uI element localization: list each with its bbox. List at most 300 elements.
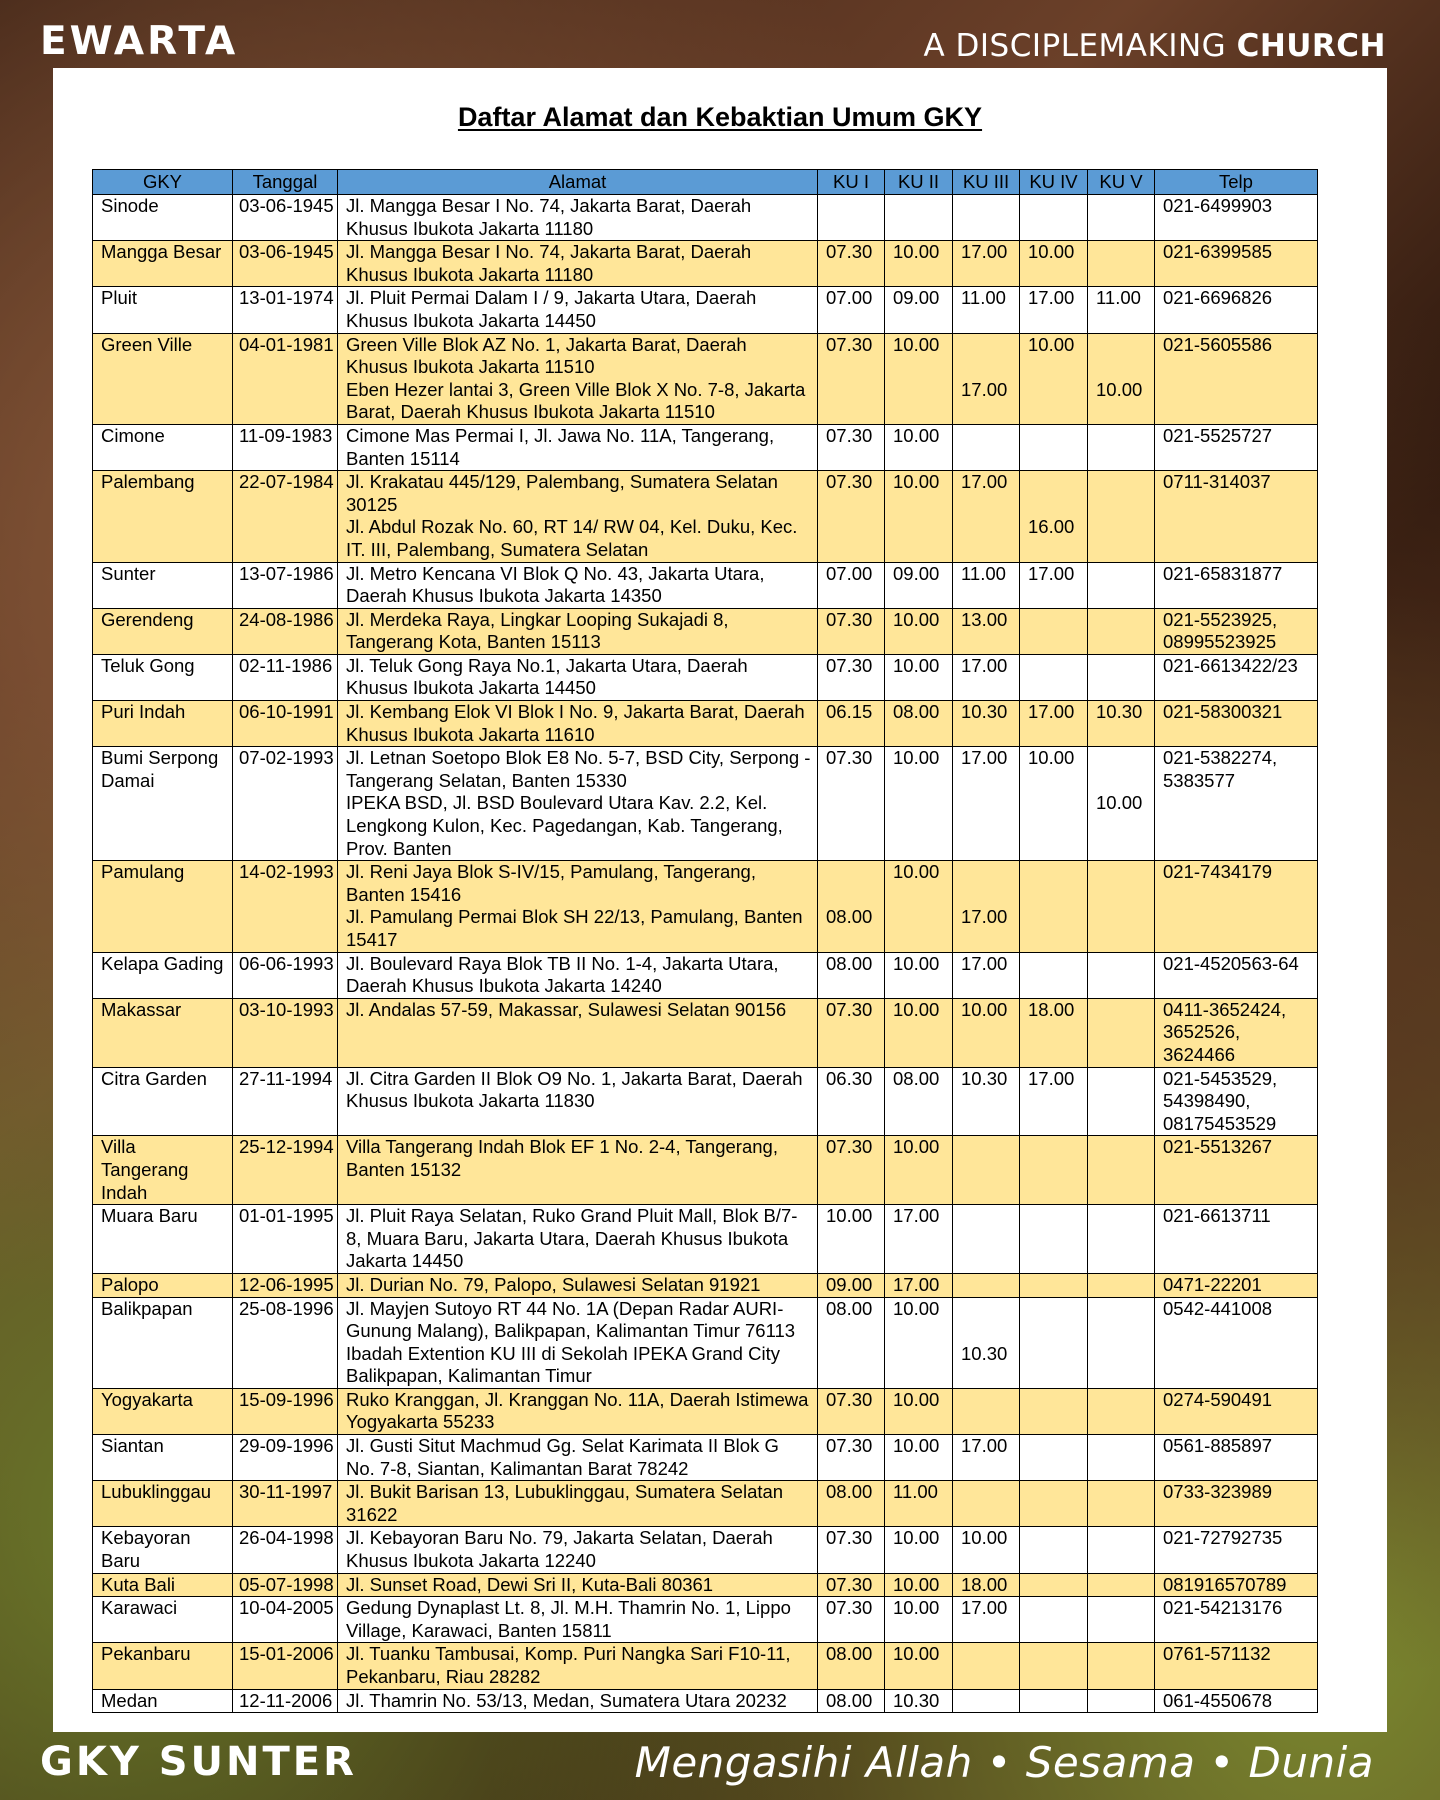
cell-service-time-ku-4 bbox=[1020, 241, 1088, 287]
service-time bbox=[826, 379, 878, 424]
table-row bbox=[93, 1481, 1318, 1527]
cell-address bbox=[338, 701, 818, 747]
cell-phone: 021-72792735 bbox=[1155, 1527, 1318, 1573]
service-time bbox=[1028, 792, 1081, 837]
cell-date: 25-08-1996 bbox=[233, 1297, 338, 1388]
cell-address bbox=[338, 608, 818, 654]
table-row bbox=[93, 1573, 1318, 1597]
table-row bbox=[93, 1205, 1318, 1274]
cell-service-time-ku-1 bbox=[818, 562, 885, 608]
cell-church-name: Karawaci bbox=[93, 1597, 233, 1643]
address-line: Jl. Mangga Besar I No. 74, Jakarta Barat, Daerah Khusus Ibukota Jakarta 11180 bbox=[346, 195, 752, 239]
cell-service-time-ku-5 bbox=[1088, 1435, 1155, 1481]
service-time: 10.30 bbox=[1096, 701, 1143, 723]
cell-date: 12-11-2006 bbox=[233, 1689, 338, 1713]
service-time bbox=[893, 792, 946, 837]
cell-church-name: Mangga Besar bbox=[93, 241, 233, 287]
cell-phone: 061-4550678 bbox=[1155, 1689, 1318, 1713]
cell-address bbox=[338, 861, 818, 952]
address-line: Ruko Kranggan, Jl. Kranggan No. 11A, Daerah Istimewa Yogyakarta 55233 bbox=[346, 1388, 809, 1433]
address-line: IPEKA BSD, Jl. BSD Boulevard Utara Kav. 2.2, Kel. Lengkong Kulon, Kec. Pagedangan, Kab. Tangerang, Prov. Banten bbox=[346, 792, 783, 859]
cell-address bbox=[338, 1205, 818, 1274]
column-header-ku-4: KU IV bbox=[1020, 170, 1088, 195]
cell-church-name: Pamulang bbox=[93, 861, 233, 952]
cell-service-time-ku-5 bbox=[1088, 861, 1155, 952]
cell-service-time-ku-5 bbox=[1088, 1689, 1155, 1713]
service-time: 09.00 bbox=[893, 562, 940, 584]
service-time: 08.00 bbox=[826, 1689, 873, 1711]
service-time bbox=[893, 1343, 946, 1388]
table-row bbox=[93, 1136, 1318, 1205]
church-tagline bbox=[923, 28, 1386, 64]
address-line: Jl. Gusti Situt Machmud Gg. Selat Karimata II Blok G No. 7-8, Siantan, Kalimantan Barat 78242 bbox=[346, 1435, 779, 1479]
cell-service-time-ku-5 bbox=[1088, 1527, 1155, 1573]
service-time: 10.00 bbox=[1028, 241, 1075, 263]
document-page bbox=[53, 68, 1387, 1732]
table-row bbox=[93, 998, 1318, 1067]
address-line: Jl. Pluit Raya Selatan, Ruko Grand Pluit Mall, Blok B/7-8, Muara Baru, Jakarta Utara, Daerah Khusus Ibukota Jakarta 14450 bbox=[346, 1205, 798, 1272]
cell-church-name: Gerendeng bbox=[93, 608, 233, 654]
cell-service-time-ku-5 bbox=[1088, 952, 1155, 998]
service-time bbox=[1028, 861, 1081, 906]
cell-church-name: Pluit bbox=[93, 287, 233, 333]
address-line: Jl. Bukit Barisan 13, Lubuklinggau, Sumatera Selatan 31622 bbox=[346, 1481, 784, 1525]
cell-phone: 0711-314037 bbox=[1155, 471, 1318, 562]
tagline-bold: CHURCH bbox=[1236, 28, 1386, 64]
service-time bbox=[826, 516, 878, 561]
cell-address bbox=[338, 1481, 818, 1527]
service-time: 07.30 bbox=[826, 654, 873, 676]
service-time: 10.30 bbox=[961, 701, 1008, 723]
cell-service-time-ku-1 bbox=[818, 1481, 885, 1527]
table-row bbox=[93, 1273, 1318, 1297]
service-time: 16.00 bbox=[1028, 516, 1075, 538]
cell-service-time-ku-5 bbox=[1088, 287, 1155, 333]
service-time bbox=[893, 516, 946, 561]
service-time bbox=[1028, 379, 1081, 424]
service-time: 10.00 bbox=[893, 1527, 940, 1549]
cell-phone: 021-58300321 bbox=[1155, 701, 1318, 747]
cell-service-time-ku-2 bbox=[885, 333, 953, 424]
column-header-alamat: Alamat bbox=[338, 170, 818, 195]
cell-phone: 0733-323989 bbox=[1155, 1481, 1318, 1527]
service-time bbox=[1028, 1298, 1081, 1343]
service-time bbox=[1096, 471, 1148, 516]
cell-service-time-ku-2 bbox=[885, 241, 953, 287]
cell-service-time-ku-2 bbox=[885, 471, 953, 562]
cell-church-name: Puri Indah bbox=[93, 701, 233, 747]
cell-church-name: Citra Garden bbox=[93, 1067, 233, 1136]
cell-date: 12-06-1995 bbox=[233, 1273, 338, 1297]
service-time bbox=[1096, 861, 1148, 906]
cell-service-time-ku-2 bbox=[885, 1597, 953, 1643]
cell-service-time-ku-1 bbox=[818, 471, 885, 562]
cell-service-time-ku-2 bbox=[885, 424, 953, 470]
cell-date: 13-07-1986 bbox=[233, 562, 338, 608]
service-time: 10.00 bbox=[893, 608, 940, 630]
cell-service-time-ku-1 bbox=[818, 654, 885, 700]
cell-service-time-ku-1 bbox=[818, 1435, 885, 1481]
cell-service-time-ku-5 bbox=[1088, 1273, 1155, 1297]
cell-date: 07-02-1993 bbox=[233, 747, 338, 861]
cell-phone: 021-5523925, 08995523925 bbox=[1155, 608, 1318, 654]
column-header-gky: GKY bbox=[93, 170, 233, 195]
cell-service-time-ku-3 bbox=[953, 1297, 1020, 1388]
cell-church-name: Sinode bbox=[93, 195, 233, 241]
footer-motto: Mengasihi Allah • Sesama • Dunia bbox=[634, 1738, 1374, 1787]
cell-service-time-ku-5 bbox=[1088, 562, 1155, 608]
address-line: Jl. Sunset Road, Dewi Sri II, Kuta-Bali 80361 bbox=[346, 1573, 714, 1595]
cell-service-time-ku-1 bbox=[818, 747, 885, 861]
cell-service-time-ku-1 bbox=[818, 241, 885, 287]
cell-service-time-ku-3 bbox=[953, 333, 1020, 424]
cell-address bbox=[338, 998, 818, 1067]
cell-address bbox=[338, 1136, 818, 1205]
service-time bbox=[1028, 906, 1081, 951]
cell-phone: 021-6613422/23 bbox=[1155, 654, 1318, 700]
address-line: Jl. Boulevard Raya Blok TB II No. 1-4, Jakarta Utara, Daerah Khusus Ibukota Jakarta 14240 bbox=[346, 952, 779, 997]
cell-service-time-ku-3 bbox=[953, 1136, 1020, 1205]
cell-date: 02-11-1986 bbox=[233, 654, 338, 700]
cell-date: 03-06-1945 bbox=[233, 241, 338, 287]
service-time bbox=[1096, 516, 1148, 561]
service-time: 17.00 bbox=[961, 378, 1008, 400]
cell-service-time-ku-4 bbox=[1020, 424, 1088, 470]
cell-phone: 021-6399585 bbox=[1155, 241, 1318, 287]
cell-service-time-ku-1 bbox=[818, 1067, 885, 1136]
service-time bbox=[1096, 747, 1148, 792]
service-time: 17.00 bbox=[961, 952, 1008, 974]
service-time: 17.00 bbox=[961, 747, 1008, 769]
cell-service-time-ku-5 bbox=[1088, 747, 1155, 861]
cell-service-time-ku-2 bbox=[885, 562, 953, 608]
cell-phone: 081916570789 bbox=[1155, 1573, 1318, 1597]
service-time: 07.30 bbox=[826, 998, 873, 1020]
cell-service-time-ku-3 bbox=[953, 1388, 1020, 1434]
address-line: Jl. Letnan Soetopo Blok E8 No. 5-7, BSD City, Serpong - Tangerang Selatan, Banten 15330 bbox=[346, 747, 811, 791]
cell-service-time-ku-3 bbox=[953, 287, 1020, 333]
cell-date: 01-01-1995 bbox=[233, 1205, 338, 1274]
cell-service-time-ku-3 bbox=[953, 1573, 1020, 1597]
service-time: 17.00 bbox=[961, 1435, 1008, 1457]
cell-phone: 0761-571132 bbox=[1155, 1643, 1318, 1689]
service-time bbox=[826, 861, 878, 906]
cell-service-time-ku-4 bbox=[1020, 1689, 1088, 1713]
service-time: 07.00 bbox=[826, 562, 873, 584]
service-time: 17.00 bbox=[961, 654, 1008, 676]
service-time: 10.00 bbox=[893, 1435, 940, 1457]
cell-address bbox=[338, 1573, 818, 1597]
cell-service-time-ku-4 bbox=[1020, 701, 1088, 747]
column-header-ku-1: KU I bbox=[818, 170, 885, 195]
service-time: 10.00 bbox=[961, 1527, 1008, 1549]
cell-church-name: Muara Baru bbox=[93, 1205, 233, 1274]
service-time: 17.00 bbox=[893, 1273, 940, 1295]
cell-service-time-ku-5 bbox=[1088, 1597, 1155, 1643]
cell-service-time-ku-4 bbox=[1020, 608, 1088, 654]
cell-service-time-ku-2 bbox=[885, 952, 953, 998]
column-header-tanggal: Tanggal bbox=[233, 170, 338, 195]
cell-phone: 021-5453529, 54398490, 08175453529 bbox=[1155, 1067, 1318, 1136]
service-time bbox=[961, 334, 1013, 379]
cell-church-name: Lubuklinggau bbox=[93, 1481, 233, 1527]
service-time bbox=[961, 1298, 1013, 1343]
cell-service-time-ku-1 bbox=[818, 195, 885, 241]
service-time: 10.00 bbox=[893, 424, 940, 446]
table-row bbox=[93, 1643, 1318, 1689]
cell-service-time-ku-2 bbox=[885, 1689, 953, 1713]
service-time: 18.00 bbox=[961, 1573, 1008, 1595]
cell-address bbox=[338, 1273, 818, 1297]
table-row bbox=[93, 1527, 1318, 1573]
cell-address bbox=[338, 195, 818, 241]
cell-address bbox=[338, 1643, 818, 1689]
service-time: 10.00 bbox=[893, 471, 940, 493]
cell-service-time-ku-4 bbox=[1020, 1435, 1088, 1481]
address-line: Jl. Abdul Rozak No. 60, RT 14/ RW 04, Kel. Duku, Kec. IT. III, Palembang, Sumatera Selatan bbox=[346, 516, 798, 560]
cell-service-time-ku-5 bbox=[1088, 241, 1155, 287]
table-row bbox=[93, 701, 1318, 747]
column-header-ku-3: KU III bbox=[953, 170, 1020, 195]
service-time: 09.00 bbox=[893, 287, 940, 309]
cell-phone: 021-5382274, 5383577 bbox=[1155, 747, 1318, 861]
cell-service-time-ku-5 bbox=[1088, 1481, 1155, 1527]
service-time: 10.00 bbox=[893, 861, 940, 883]
address-line: Jl. Citra Garden II Blok O9 No. 1, Jakarta Barat, Daerah Khusus Ibukota Jakarta 11830 bbox=[346, 1067, 803, 1112]
service-time bbox=[826, 792, 878, 837]
cell-service-time-ku-1 bbox=[818, 1597, 885, 1643]
cell-service-time-ku-5 bbox=[1088, 1067, 1155, 1136]
cell-service-time-ku-2 bbox=[885, 861, 953, 952]
service-time: 10.30 bbox=[961, 1342, 1008, 1364]
cell-service-time-ku-2 bbox=[885, 747, 953, 861]
service-time: 10.00 bbox=[1096, 792, 1143, 814]
cell-date: 24-08-1986 bbox=[233, 608, 338, 654]
cell-address bbox=[338, 424, 818, 470]
cell-service-time-ku-4 bbox=[1020, 861, 1088, 952]
table-header-row bbox=[93, 170, 1318, 195]
cell-date: 03-06-1945 bbox=[233, 195, 338, 241]
service-time: 07.30 bbox=[826, 241, 873, 263]
cell-church-name: Medan bbox=[93, 1689, 233, 1713]
cell-service-time-ku-2 bbox=[885, 608, 953, 654]
address-line: Jl. Reni Jaya Blok S-IV/15, Pamulang, Tangerang, Banten 15416 bbox=[346, 861, 756, 905]
cell-address bbox=[338, 287, 818, 333]
service-time: 17.00 bbox=[1028, 1067, 1075, 1089]
service-time: 17.00 bbox=[961, 1597, 1008, 1619]
service-time: 10.00 bbox=[893, 998, 940, 1020]
cell-service-time-ku-4 bbox=[1020, 562, 1088, 608]
cell-service-time-ku-1 bbox=[818, 1527, 885, 1573]
cell-phone: 021-54213176 bbox=[1155, 1597, 1318, 1643]
cell-phone: 021-6499903 bbox=[1155, 195, 1318, 241]
cell-service-time-ku-4 bbox=[1020, 1643, 1088, 1689]
service-time: 10.00 bbox=[893, 1297, 940, 1319]
address-line: Jl. Krakatau 445/129, Palembang, Sumatera Selatan 30125 bbox=[346, 471, 778, 515]
cell-service-time-ku-3 bbox=[953, 952, 1020, 998]
cell-date: 22-07-1984 bbox=[233, 471, 338, 562]
table-row bbox=[93, 562, 1318, 608]
cell-service-time-ku-4 bbox=[1020, 1481, 1088, 1527]
cell-service-time-ku-3 bbox=[953, 608, 1020, 654]
cell-service-time-ku-2 bbox=[885, 998, 953, 1067]
service-time: 10.00 bbox=[893, 1597, 940, 1619]
cell-church-name: Pekanbaru bbox=[93, 1643, 233, 1689]
table-row bbox=[93, 1388, 1318, 1434]
cell-service-time-ku-2 bbox=[885, 1273, 953, 1297]
cell-service-time-ku-4 bbox=[1020, 1573, 1088, 1597]
brand-logo-text: EWARTA bbox=[40, 19, 239, 64]
cell-service-time-ku-3 bbox=[953, 861, 1020, 952]
cell-service-time-ku-4 bbox=[1020, 1273, 1088, 1297]
cell-address bbox=[338, 1297, 818, 1388]
cell-church-name: Siantan bbox=[93, 1435, 233, 1481]
cell-service-time-ku-2 bbox=[885, 1388, 953, 1434]
cell-church-name: Yogyakarta bbox=[93, 1388, 233, 1434]
cell-service-time-ku-1 bbox=[818, 1643, 885, 1689]
table-row bbox=[93, 747, 1318, 861]
footer-brand-text: GKY SUNTER bbox=[40, 1739, 357, 1785]
service-time: 07.30 bbox=[826, 1573, 873, 1595]
cell-service-time-ku-5 bbox=[1088, 471, 1155, 562]
service-time: 09.00 bbox=[826, 1273, 873, 1295]
cell-service-time-ku-4 bbox=[1020, 952, 1088, 998]
service-time bbox=[1096, 906, 1148, 951]
address-line: Jl. Andalas 57-59, Makassar, Sulawesi Selatan 90156 bbox=[346, 998, 787, 1020]
cell-service-time-ku-5 bbox=[1088, 1136, 1155, 1205]
cell-service-time-ku-1 bbox=[818, 1388, 885, 1434]
service-time: 07.30 bbox=[826, 1388, 873, 1410]
cell-service-time-ku-3 bbox=[953, 998, 1020, 1067]
table-row bbox=[93, 861, 1318, 952]
cell-service-time-ku-1 bbox=[818, 1573, 885, 1597]
cell-date: 06-10-1991 bbox=[233, 701, 338, 747]
cell-service-time-ku-1 bbox=[818, 861, 885, 952]
table-row bbox=[93, 654, 1318, 700]
cell-date: 14-02-1993 bbox=[233, 861, 338, 952]
cell-address bbox=[338, 1067, 818, 1136]
service-time: 10.00 bbox=[893, 1643, 940, 1665]
address-line: Cimone Mas Permai I, Jl. Jawa No. 11A, Tangerang, Banten 15114 bbox=[346, 424, 775, 469]
service-time bbox=[893, 906, 946, 951]
cell-service-time-ku-2 bbox=[885, 1435, 953, 1481]
service-time bbox=[1028, 471, 1081, 516]
table-row bbox=[93, 424, 1318, 470]
cell-service-time-ku-2 bbox=[885, 1527, 953, 1573]
cell-service-time-ku-2 bbox=[885, 287, 953, 333]
cell-service-time-ku-4 bbox=[1020, 1597, 1088, 1643]
table-row bbox=[93, 1297, 1318, 1388]
table-row bbox=[93, 287, 1318, 333]
cell-service-time-ku-1 bbox=[818, 1297, 885, 1388]
service-time: 07.30 bbox=[826, 1435, 873, 1457]
cell-date: 30-11-1997 bbox=[233, 1481, 338, 1527]
cell-service-time-ku-4 bbox=[1020, 1527, 1088, 1573]
cell-service-time-ku-1 bbox=[818, 1689, 885, 1713]
cell-address bbox=[338, 1388, 818, 1434]
service-time bbox=[1096, 1298, 1148, 1343]
cell-service-time-ku-1 bbox=[818, 701, 885, 747]
service-time: 17.00 bbox=[1028, 701, 1075, 723]
cell-service-time-ku-1 bbox=[818, 424, 885, 470]
cell-service-time-ku-4 bbox=[1020, 333, 1088, 424]
cell-date: 29-09-1996 bbox=[233, 1435, 338, 1481]
service-time: 18.00 bbox=[1028, 998, 1075, 1020]
cell-address bbox=[338, 654, 818, 700]
cell-service-time-ku-3 bbox=[953, 1643, 1020, 1689]
cell-service-time-ku-4 bbox=[1020, 654, 1088, 700]
service-time: 07.30 bbox=[826, 1527, 873, 1549]
cell-service-time-ku-2 bbox=[885, 1136, 953, 1205]
service-time: 10.00 bbox=[1028, 747, 1075, 769]
service-time: 10.30 bbox=[893, 1689, 940, 1711]
cell-service-time-ku-3 bbox=[953, 701, 1020, 747]
cell-service-time-ku-5 bbox=[1088, 1205, 1155, 1274]
cell-service-time-ku-1 bbox=[818, 1205, 885, 1274]
cell-service-time-ku-4 bbox=[1020, 195, 1088, 241]
cell-service-time-ku-3 bbox=[953, 654, 1020, 700]
column-header-telp: Telp bbox=[1155, 170, 1318, 195]
service-time: 08.00 bbox=[826, 1297, 873, 1319]
cell-service-time-ku-4 bbox=[1020, 1205, 1088, 1274]
table-row bbox=[93, 608, 1318, 654]
cell-service-time-ku-2 bbox=[885, 1205, 953, 1274]
cell-date: 11-09-1983 bbox=[233, 424, 338, 470]
cell-church-name: Green Ville bbox=[93, 333, 233, 424]
document-title: Daftar Alamat dan Kebaktian Umum GKY bbox=[457, 102, 983, 132]
cell-service-time-ku-5 bbox=[1088, 998, 1155, 1067]
cell-service-time-ku-5 bbox=[1088, 701, 1155, 747]
cell-address bbox=[338, 1435, 818, 1481]
cell-date: 04-01-1981 bbox=[233, 333, 338, 424]
address-line: Jl. Kebayoran Baru No. 79, Jakarta Selatan, Daerah Khusus Ibukota Jakarta 12240 bbox=[346, 1527, 773, 1572]
cell-phone: 021-5525727 bbox=[1155, 424, 1318, 470]
cell-service-time-ku-3 bbox=[953, 1481, 1020, 1527]
cell-phone: 021-5605586 bbox=[1155, 333, 1318, 424]
cell-service-time-ku-1 bbox=[818, 952, 885, 998]
service-time bbox=[961, 792, 1013, 837]
service-time: 07.30 bbox=[826, 471, 873, 493]
tagline-prefix: A DISCIPLEMAKING bbox=[923, 28, 1237, 64]
service-time: 17.00 bbox=[961, 241, 1008, 263]
cell-church-name: Villa Tangerang Indah bbox=[93, 1136, 233, 1205]
cell-service-time-ku-3 bbox=[953, 562, 1020, 608]
cell-church-name: Kebayoran Baru bbox=[93, 1527, 233, 1573]
cell-service-time-ku-5 bbox=[1088, 1388, 1155, 1434]
cell-church-name: Sunter bbox=[93, 562, 233, 608]
address-line: Jl. Kembang Elok VI Blok I No. 9, Jakarta Barat, Daerah Khusus Ibukota Jakarta 11610 bbox=[346, 701, 805, 745]
cell-service-time-ku-2 bbox=[885, 701, 953, 747]
cell-church-name: Kuta Bali bbox=[93, 1573, 233, 1597]
cell-phone: 021-5513267 bbox=[1155, 1136, 1318, 1205]
cell-phone: 021-4520563-64 bbox=[1155, 952, 1318, 998]
cell-date: 26-04-1998 bbox=[233, 1527, 338, 1573]
bottom-banner bbox=[0, 1732, 1440, 1800]
cell-service-time-ku-1 bbox=[818, 333, 885, 424]
service-time: 10.00 bbox=[1096, 378, 1143, 400]
address-line: Jl. Mayjen Sutoyo RT 44 No. 1A (Depan Radar AURI-Gunung Malang), Balikpapan, Kalimantan Timur 76113 bbox=[346, 1297, 796, 1342]
service-time: 10.00 bbox=[893, 241, 940, 263]
service-time: 07.30 bbox=[826, 1597, 873, 1619]
address-line: Jl. Mangga Besar I No. 74, Jakarta Barat, Daerah Khusus Ibukota Jakarta 11180 bbox=[346, 241, 752, 285]
service-time bbox=[1028, 1343, 1081, 1388]
address-line: Jl. Pluit Permai Dalam I / 9, Jakarta Utara, Daerah Khusus Ibukota Jakarta 14450 bbox=[346, 287, 757, 331]
service-time: 17.00 bbox=[893, 1205, 940, 1227]
service-time: 13.00 bbox=[961, 608, 1008, 630]
address-line: Jl. Merdeka Raya, Lingkar Looping Sukajadi 8, Tangerang Kota, Banten 15113 bbox=[346, 608, 729, 653]
service-time: 07.00 bbox=[826, 287, 873, 309]
cell-phone: 021-6696826 bbox=[1155, 287, 1318, 333]
